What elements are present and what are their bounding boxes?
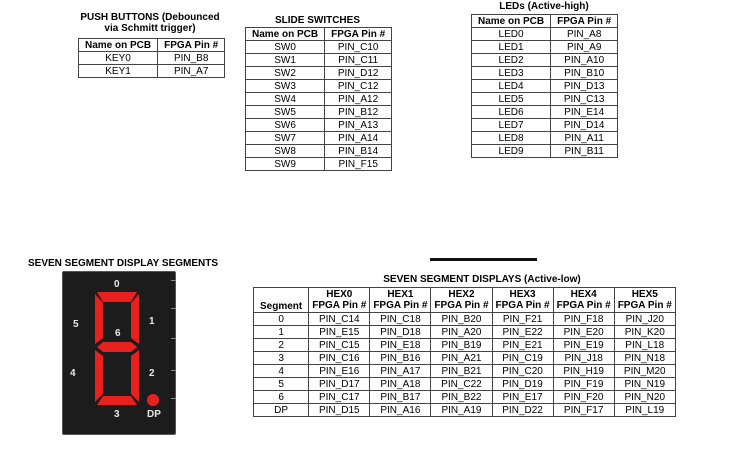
table-cell: PIN_B17 [370, 391, 431, 404]
table-cell: PIN_E20 [553, 326, 614, 339]
table-row [472, 54, 618, 67]
table-cell: SW7 [246, 132, 325, 145]
table-row [254, 391, 676, 404]
table-cell: LED2 [472, 54, 551, 67]
table-cell: LED7 [472, 119, 551, 132]
push-buttons-caption [70, 12, 230, 34]
table-cell: LED9 [472, 145, 551, 158]
table-cell: PIN_A17 [370, 365, 431, 378]
table-row [79, 65, 225, 78]
leds-caption: LEDs (Active-high) [499, 1, 589, 12]
table-header [309, 288, 370, 313]
table-cell: PIN_F20 [553, 391, 614, 404]
hex-header-row [254, 288, 676, 313]
hex-name: HEX4 [570, 289, 597, 300]
table-header [614, 288, 675, 313]
table-cell: PIN_C22 [431, 378, 492, 391]
table-cell: PIN_C11 [325, 54, 392, 67]
table-row [472, 41, 618, 54]
table-cell: PIN_D14 [551, 119, 618, 132]
table-cell: PIN_A8 [551, 28, 618, 41]
table-cell: LED6 [472, 106, 551, 119]
table-header [254, 288, 309, 313]
table-header: Name on PCB [79, 39, 158, 52]
table-cell: PIN_A9 [551, 41, 618, 54]
table-cell: PIN_N19 [614, 378, 675, 391]
table-cell: PIN_M20 [614, 365, 675, 378]
table-row [254, 339, 676, 352]
leds-table [471, 14, 618, 158]
table-row [79, 52, 225, 65]
table-cell: SW8 [246, 145, 325, 158]
table-row [246, 119, 392, 132]
table-cell: PIN_B20 [431, 313, 492, 326]
table-cell: 2 [254, 339, 309, 352]
table-cell: PIN_B19 [431, 339, 492, 352]
table-cell: 3 [254, 352, 309, 365]
table-cell: PIN_A7 [158, 65, 225, 78]
table-row [246, 80, 392, 93]
segment-3-shape [97, 396, 137, 405]
table-row [254, 352, 676, 365]
divider-bar [430, 258, 537, 261]
table-cell: PIN_C10 [325, 41, 392, 54]
table-cell: SW4 [246, 93, 325, 106]
table-header [370, 288, 431, 313]
pin-tick [171, 280, 176, 281]
table-cell: LED4 [472, 80, 551, 93]
table-cell: DP [254, 404, 309, 417]
table-cell: PIN_F15 [325, 158, 392, 171]
table-cell: PIN_A19 [431, 404, 492, 417]
table-cell: PIN_D13 [551, 80, 618, 93]
segment-1-shape [131, 294, 139, 344]
pin-header: FPGA Pin # [495, 300, 550, 311]
table-cell: LED1 [472, 41, 551, 54]
segment-2-shape [131, 350, 139, 402]
table-cell: 1 [254, 326, 309, 339]
segment-label-0: 0 [114, 279, 120, 290]
table-cell: PIN_D17 [309, 378, 370, 391]
pin-header: FPGA Pin # [312, 300, 367, 311]
push-buttons-caption-line2: via Schmitt trigger) [104, 23, 196, 34]
table-cell: PIN_B16 [370, 352, 431, 365]
table-header: FPGA Pin # [325, 28, 392, 41]
segment-label-3: 3 [114, 409, 120, 420]
table-cell: PIN_E16 [309, 365, 370, 378]
segment-0-shape [97, 292, 137, 302]
table-cell: PIN_C17 [309, 391, 370, 404]
segment-6-shape [97, 342, 137, 352]
table-cell: PIN_C19 [492, 352, 553, 365]
table-cell: PIN_D18 [370, 326, 431, 339]
table-cell: PIN_A16 [370, 404, 431, 417]
segment-label-6: 6 [115, 328, 121, 339]
table-cell: PIN_F17 [553, 404, 614, 417]
table-row [254, 313, 676, 326]
table-row [254, 326, 676, 339]
segment-label-5: 5 [73, 319, 79, 330]
slide-switches-table [245, 27, 392, 171]
table-cell: PIN_B8 [158, 52, 225, 65]
table-row [246, 54, 392, 67]
table-row [472, 28, 618, 41]
table-header [431, 288, 492, 313]
push-buttons-table [78, 38, 225, 78]
pin-tick [171, 308, 176, 309]
table-cell: PIN_E17 [492, 391, 553, 404]
table-cell: PIN_N18 [614, 352, 675, 365]
table-cell: PIN_A21 [431, 352, 492, 365]
table-header: Name on PCB [472, 15, 551, 28]
table-cell: PIN_J18 [553, 352, 614, 365]
hex-name: HEX2 [448, 289, 475, 300]
pin-header: FPGA Pin # [617, 300, 672, 311]
table-row [246, 106, 392, 119]
table-cell: PIN_F19 [553, 378, 614, 391]
table-cell: PIN_C13 [551, 93, 618, 106]
table-cell: PIN_A18 [370, 378, 431, 391]
pin-tick [171, 398, 176, 399]
table-row [472, 93, 618, 106]
table-cell: PIN_N20 [614, 391, 675, 404]
table-cell: PIN_C14 [309, 313, 370, 326]
table-cell: PIN_H19 [553, 365, 614, 378]
table-cell: LED5 [472, 93, 551, 106]
table-cell: SW9 [246, 158, 325, 171]
table-cell: PIN_F21 [492, 313, 553, 326]
table-cell: KEY1 [79, 65, 158, 78]
table-cell: PIN_B22 [431, 391, 492, 404]
table-cell: SW2 [246, 67, 325, 80]
table-cell: PIN_C18 [370, 313, 431, 326]
table-header: FPGA Pin # [158, 39, 225, 52]
slide-switches-caption: SLIDE SWITCHES [274, 15, 360, 26]
table-cell: SW0 [246, 41, 325, 54]
table-cell: PIN_C12 [325, 80, 392, 93]
table-cell: PIN_K20 [614, 326, 675, 339]
table-cell: PIN_A12 [325, 93, 392, 106]
table-cell: SW6 [246, 119, 325, 132]
table-cell: PIN_D22 [492, 404, 553, 417]
table-row [254, 378, 676, 391]
pin-tick [171, 370, 176, 371]
table-row [246, 145, 392, 158]
table-cell: PIN_B12 [325, 106, 392, 119]
table-header: FPGA Pin # [551, 15, 618, 28]
table-header [553, 288, 614, 313]
table-cell: 4 [254, 365, 309, 378]
seven-seg-segments-caption: SEVEN SEGMENT DISPLAY SEGMENTS [28, 258, 219, 269]
table-cell: PIN_C16 [309, 352, 370, 365]
segment-4-shape [95, 350, 103, 402]
pin-header: FPGA Pin # [556, 300, 611, 311]
table-cell: PIN_C15 [309, 339, 370, 352]
seven-segment-diagram [62, 271, 176, 435]
table-cell: PIN_E18 [370, 339, 431, 352]
table-cell: PIN_A11 [551, 132, 618, 145]
table-cell: SW3 [246, 80, 325, 93]
table-cell: PIN_D15 [309, 404, 370, 417]
slide-switches-body [246, 41, 392, 171]
leds-body [472, 28, 618, 158]
seven-seg-displays-caption: SEVEN SEGMENT DISPLAYS (Active-low) [383, 274, 581, 285]
table-cell: PIN_B11 [551, 145, 618, 158]
table-header [492, 288, 553, 313]
table-row [246, 93, 392, 106]
table-cell: PIN_L19 [614, 404, 675, 417]
table-cell: PIN_A13 [325, 119, 392, 132]
hex-name: HEX3 [509, 289, 536, 300]
table-cell: PIN_E19 [553, 339, 614, 352]
table-cell: PIN_D19 [492, 378, 553, 391]
table-row [472, 145, 618, 158]
segment-header: Segment [260, 301, 303, 312]
table-cell: PIN_L18 [614, 339, 675, 352]
push-buttons-caption-line1: PUSH BUTTONS (Debounced [80, 12, 220, 23]
hex-name: HEX1 [387, 289, 414, 300]
table-cell: PIN_D12 [325, 67, 392, 80]
table-row [472, 80, 618, 93]
table-row [472, 106, 618, 119]
table-row [472, 132, 618, 145]
table-cell: LED8 [472, 132, 551, 145]
table-cell: PIN_B10 [551, 67, 618, 80]
table-cell: PIN_E14 [551, 106, 618, 119]
segment-label-4: 4 [70, 368, 76, 379]
table-row [254, 404, 676, 417]
pin-header: FPGA Pin # [434, 300, 489, 311]
table-cell: PIN_C20 [492, 365, 553, 378]
table-cell: PIN_E15 [309, 326, 370, 339]
table-cell: PIN_B14 [325, 145, 392, 158]
table-row [246, 158, 392, 171]
table-header: Name on PCB [246, 28, 325, 41]
table-row [472, 119, 618, 132]
table-cell: SW5 [246, 106, 325, 119]
table-cell: 6 [254, 391, 309, 404]
table-row [472, 67, 618, 80]
table-cell: LED0 [472, 28, 551, 41]
segment-label-dp: DP [147, 409, 161, 420]
table-cell: PIN_F18 [553, 313, 614, 326]
table-row [246, 132, 392, 145]
table-row [246, 67, 392, 80]
segment-5-shape [95, 294, 103, 344]
segment-dp-shape [147, 394, 159, 406]
table-cell: KEY0 [79, 52, 158, 65]
hex-name: HEX0 [326, 289, 353, 300]
seven-seg-displays-body [254, 313, 676, 417]
table-cell: PIN_E21 [492, 339, 553, 352]
table-cell: PIN_J20 [614, 313, 675, 326]
table-cell: 5 [254, 378, 309, 391]
table-cell: PIN_A10 [551, 54, 618, 67]
push-buttons-body [79, 52, 225, 78]
pin-tick [171, 338, 176, 339]
table-cell: PIN_E22 [492, 326, 553, 339]
table-cell: PIN_A14 [325, 132, 392, 145]
seven-seg-displays-table [253, 287, 676, 417]
pin-header: FPGA Pin # [373, 300, 428, 311]
table-cell: 0 [254, 313, 309, 326]
segment-label-2: 2 [149, 368, 155, 379]
table-cell: LED3 [472, 67, 551, 80]
table-cell: PIN_B21 [431, 365, 492, 378]
hex-name: HEX5 [631, 289, 658, 300]
table-row [254, 365, 676, 378]
table-row [246, 41, 392, 54]
table-cell: SW1 [246, 54, 325, 67]
table-cell: PIN_A20 [431, 326, 492, 339]
segment-label-1: 1 [149, 316, 155, 327]
